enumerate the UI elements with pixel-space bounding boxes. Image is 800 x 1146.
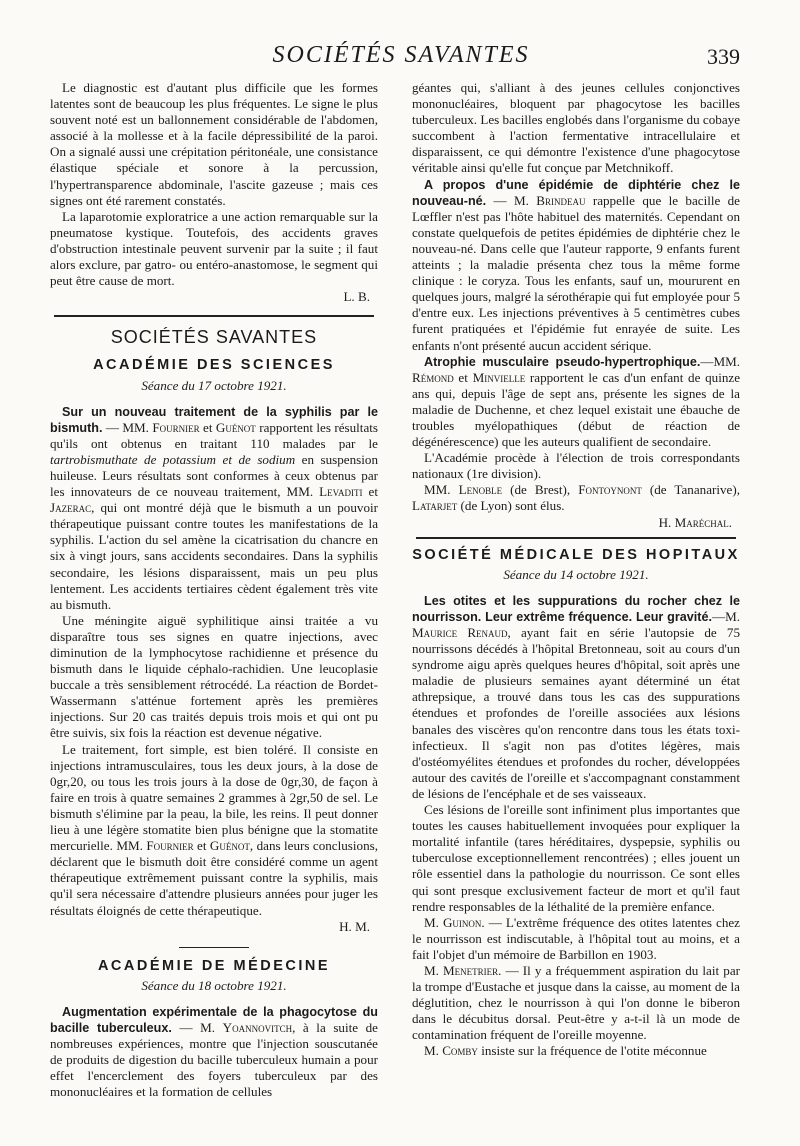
author-name: M. Guinon.	[424, 914, 485, 930]
author-name: M. Menetrier.	[424, 962, 502, 978]
article-title: Augmentation expérimentale de la phagocytose du bacille tuberculeux.	[50, 1004, 378, 1035]
paragraph: L'Académie procède à l'élection de trois correspondants nationaux (1re division).	[412, 450, 740, 482]
article-title: Atrophie musculaire pseudo-hypertrophique.	[424, 354, 701, 369]
author-name: Guénot	[209, 838, 250, 854]
author-name: Maurice Renaud	[412, 625, 508, 640]
paragraph: Le traitement, fort simple, est bien toléré. Il consiste en injections intramusculaires, tous les deux jours, à la dose de 0gr,20, ou tous les trois jours à la dose de 0gr,30, de façon à faire en trois à quatre semaines 2 grammes à 2gr,50 de sel. Le bismuth s'élimine par la peau, la bile, les reins. Il peut donner lieu à une légère stomatite bien plus bénigne que la stomatite mercurielle. MM. Fournier et Guénot, dans leurs conclusions, déclarent que le bismuth doit être considéré comme un agent thérapeutique extrêmement puissant contre la syphilis, mais qu'il sera nécessaire d'attendre plusieurs années pour juger les résultats éloignés de cette thérapeutique.	[50, 741, 378, 918]
right-column	[412, 80, 740, 1060]
academy-heading: ACADÉMIE DE MÉDECINE	[97, 957, 331, 974]
article: A propos d'une épidémie de diphtérie chez le nouveau-né. — M. Brindeau rappelle que le bacille de Lœffler n'est pas l'hôte habituel des maternités. Cependant on constate quelquefois de petites épidémies de diphtérie chez le nouveau-né. Dans celle que l'auteur rapporte, 9 enfants furent atteints ; la maladie présenta chez tous la même forme clinique : le coryza. Tous les enfants, sauf un, moururent en quelques jours, malgré la sérothérapie qui fut employée pour 5 d'entre eux. Les injections préventives à 5 centimètres cubes furent pratiquées et l'épidémie fut enrayée de suite. Les enfants n'ont présenté aucun accident sérique.	[412, 177, 740, 353]
author-name: Fournier	[152, 419, 200, 435]
author-name: Latarjet	[412, 498, 458, 514]
article: Sur un nouveau traitement de la syphilis par le bismuth. — MM. Fournier et Guénot rapportent les résultats qu'ils ont obtenus en traitant 110 malades par le tartrobismuthate de potassium et de sodium en suspension huileuse. Leurs résultats sont conformes à ceux obtenus par les innovateurs de ce nouveau traitement, MM. Levaditi et Jazerac, qui ont montré déjà que le bismuth a un pouvoir thérapeutique puissant contre toutes les manifestations de la syphilis. L'action du sel amène la cicatrisation du chancre en six à vingt jours, sans accidents secondaires. Dans la syphilis secondaire, les lésions disparaissent, mais un peu plus lentement. Les accidents tertiaires cèdent également très vite au bismuth.	[50, 404, 378, 612]
author-name: M. Comby	[424, 1043, 478, 1059]
session-date: Séance du 17 octobre 1921.	[141, 377, 287, 393]
author-name: Minvielle	[472, 369, 526, 385]
author-name: Guénot	[215, 419, 256, 435]
section-title: SOCIÉTÉS SAVANTES	[110, 327, 318, 348]
author-name: Brindeau	[536, 192, 586, 208]
article: Les otites et les suppurations du rocher chez le nourrisson. Leur extrême fréquence. Leur gravité.—M. Maurice Renaud, ayant fait en série l'autopsie de 75 nourrissons décédés à l'hôpital Bretonneau, soit au cours d'un syndrome aigu après quelques heures d'hôpital, soit après une maladie de plusieurs semaines ayant déterminé un état athrepsique, a trouvé dans tous les cas des suppurations étendues et profondes de l'oreille associées aux lésions banales des viscères qu'on rencontre dans tous les états toxi-infectieux. Il s'agit non pas d'otites légères, mais d'ostéomyélites étendues et profondes du rocher, développées autour des cavités de l'oreille et s'accompagnant constamment de lésions de l'encéphale et de ses vaisseaux.	[412, 593, 740, 801]
page-number: 339	[707, 44, 740, 69]
article: Augmentation expérimentale de la phagocytose du bacille tuberculeux. — M. Yoannovitch, à la suite de nombreuses expériences, montre que l'injection souscutanée de produits de digestion du bacille tuberculeux humain a pour effet l'encerclement des foyers tuberculeux par des mononucléaires et la formation de cellules	[50, 1004, 378, 1100]
session-date: Séance du 14 octobre 1921.	[503, 566, 649, 582]
paragraph: M. Comby insiste sur la fréquence de l'otite méconnue	[424, 1043, 707, 1059]
left-column	[50, 80, 378, 1100]
paragraph: Le diagnostic est d'autant plus difficile que les formes latentes sont de beaucoup les plus fréquentes. Le signe le plus souvent noté est un ballonnement considérable de l'abdomen, associé à la mollesse et à la facile dépressibilité de la paroi. On a signalé aussi une crépitation péritonéale, une consistance élastique spéciale et sonore à la percussion, l'hypertransparence abdominale, l'ascite gazeuse ; mais ces signes ont été rarement constatés.	[50, 80, 378, 208]
author-signature: L. B.	[343, 289, 370, 305]
paragraph: Une méningite aiguë syphilitique ainsi traitée a vu disparaître tous ses signes en quatre injections, avec diminution de la lymphocytose rachidienne et présence du bismuth dans le liquide céphalo-rachidien. Une leucoplasie buccale a très sensiblement rétrocédé. La réaction de Bordet-Wassermann s'atténue fortement après les premières injections. Sur 20 cas traités depuis trois mois et qui ont pu être suivis, six fois la réaction est devenue négative.	[50, 612, 378, 741]
divider	[54, 315, 374, 317]
author-name: Fournier	[146, 838, 194, 854]
paragraph: M. Menetrier. — Il y a fréquemment aspiration du lait par la trompe d'Eustache et jusque dans la caisse, au moment de la déglutition, chez le nourrisson à qui l'on donne le biberon dans le décubitus dorsal. Peut-être y a-t-il là un mode de contamination fréquent de l'oreille moyenne.	[412, 962, 740, 1043]
page-header	[62, 42, 740, 72]
running-title: SOCIÉTÉS SAVANTES	[272, 42, 530, 68]
author-name: Levaditi	[319, 484, 363, 500]
author-signature: H. Maréchal.	[658, 514, 732, 530]
author-name: Jazerac	[50, 500, 92, 516]
article-title: Les otites et les suppurations du rocher chez le nourrisson. Leur extrême fréquence. Leur gravité.	[412, 593, 740, 624]
author-name: Fontoynont	[578, 482, 642, 498]
academy-heading: ACADÉMIE DES SCIENCES	[93, 357, 335, 374]
paragraph: La laparotomie exploratrice a une action remarquable sur la pneumatose kystique. Toutefois, des accidents graves d'obstruction intestinale peuvent survenir par la suite ; il faut alors exclure, par gatro- ou entéro-anastomose, le segment qui peut être cause de mort.	[50, 208, 378, 289]
author-name: Lenoble	[458, 482, 503, 498]
article: Atrophie musculaire pseudo-hypertrophique.—MM. Rémond et Minvielle rapportent le cas d'un enfant de quinze ans qui, depuis l'âge de sept ans, présente les signes de la maladie de Duchenne, et chez lequel existait une ébauche de troubles myélopathiques (début de réaction de dégénérescence) que les auteurs qualifient de secondaire.	[412, 353, 741, 450]
paragraph: Ces lésions de l'oreille sont infiniment plus importantes que toutes les causes habituellement invoquées pour expliquer la mortalité infantile (tares héréditaires, dyspepsie, syphilis ou tuberculose exceptionnellement rencontrées) ; elles jouent un rôle essentiel dans la pathologie du nourrisson. Ce sont elles qui sont presque exclusivement facteur de mort et qu'il faut rendre responsables de la léthalité de la première enfance.	[412, 802, 740, 914]
author-name: Rémond	[412, 369, 454, 385]
article-title: A propos d'une épidémie de diphtérie chez le nouveau-né.	[412, 177, 740, 208]
author-name: Yoannovitch	[222, 1019, 293, 1035]
paragraph: MM. Lenoble (de Brest), Fontoynont (de Tananarive), Latarjet (de Lyon) sont élus.	[412, 482, 741, 514]
author-signature: H. M.	[339, 918, 370, 934]
divider	[179, 947, 249, 948]
society-heading: SOCIÉTÉ MÉDICALE DES HOPITAUX	[412, 546, 740, 563]
article-title: Sur un nouveau traitement de la syphilis par le bismuth.	[50, 404, 378, 435]
paragraph: M. Guinon. — L'extrême fréquence des otites latentes chez le nourrisson est indiscutable, à l'hôpital tout au moins, et a fait l'objet d'un mémoire de Barbillon en 1903.	[412, 914, 740, 962]
divider	[416, 537, 736, 539]
paragraph: géantes qui, s'alliant à des jeunes cellules conjonctives mononucléaires, bloquent par phagocytose les bacilles tuberculeux. Les bacilles englobés dans l'organisme du cobaye succombent à l'action fermentative intracellulaire et disparaissent, ce qui démontre l'existence d'une phagocytose véritable ainsi qu'elle fut conçue par Metchnikoff.	[412, 80, 740, 176]
session-date: Séance du 18 octobre 1921.	[141, 977, 287, 993]
